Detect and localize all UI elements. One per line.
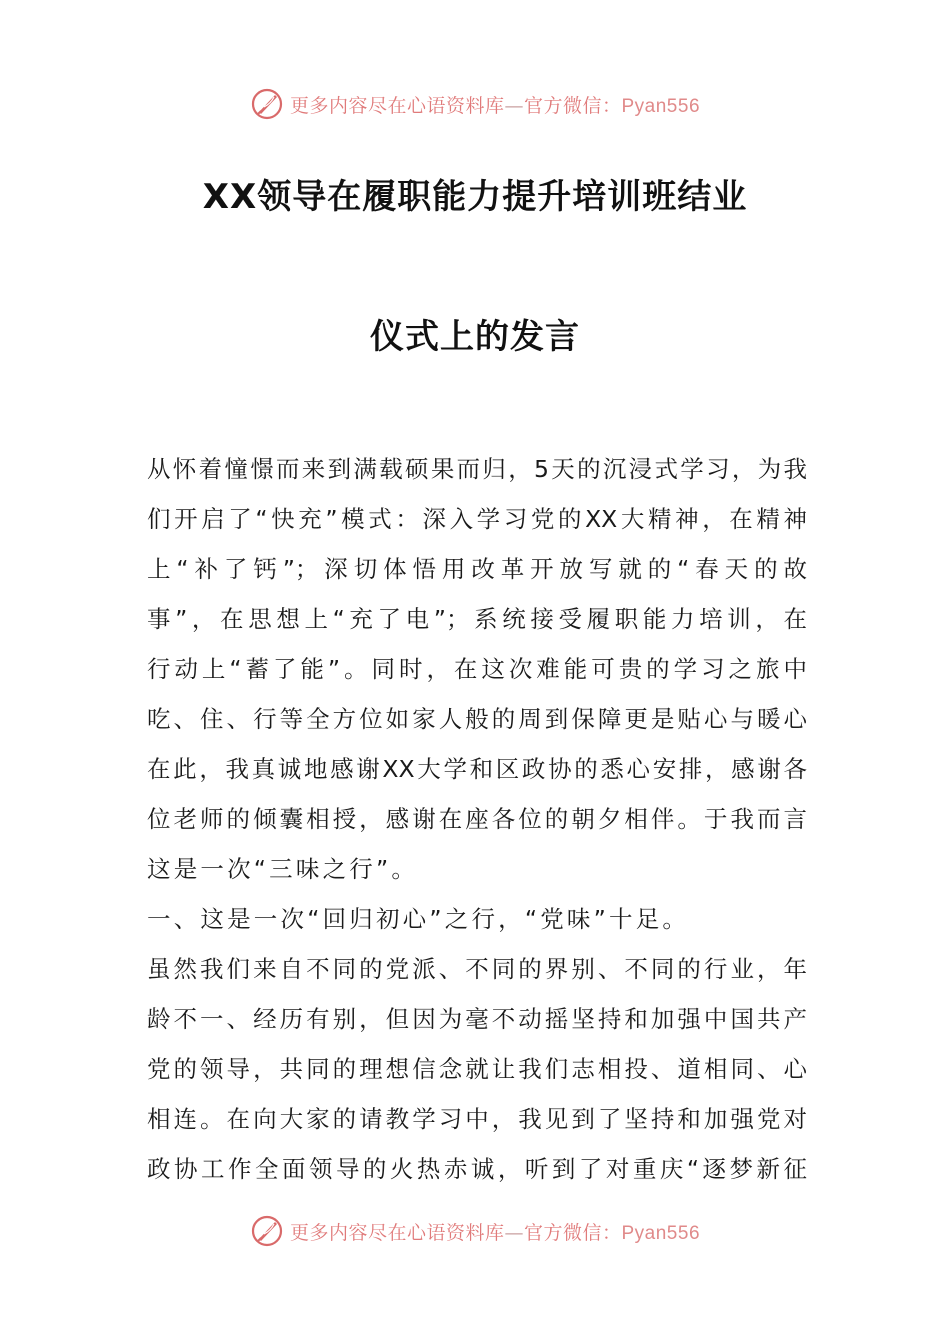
body-line: 位老师的倾囊相授，感谢在座各位的朝夕相伴。于我而言 xyxy=(147,805,807,833)
body-line: 虽然我们来自不同的党派、不同的界别、不同的行业，年 xyxy=(147,955,807,983)
quill-logo-icon xyxy=(250,1214,284,1248)
watermark-wechat-label: 官方微信： xyxy=(523,1221,622,1244)
body-line: 事”，在思想上“充了电”；系统接受履职能力培训，在 xyxy=(147,605,807,633)
body-line: 党的领导，共同的理想信念就让我们志相投、道相同、心 xyxy=(147,1055,807,1083)
body-line: 吃、住、行等全方位如家人般的周到保障更是贴心与暖心 xyxy=(147,705,807,733)
quill-logo-icon xyxy=(250,87,284,121)
watermark-banner-bottom xyxy=(0,1211,950,1251)
document-body xyxy=(147,444,807,1194)
body-line: 们开启了“快充”模式：深入学习党的XX大精神，在精神 xyxy=(147,505,807,533)
body-line: 相连。在向大家的请教学习中，我见到了坚持和加强党对 xyxy=(147,1105,807,1133)
body-line: 龄不一、经历有别，但因为毫不动摇坚持和加强中国共产 xyxy=(147,1005,807,1033)
body-line: 这是一次“三味之行”。 xyxy=(147,855,419,883)
section-heading: 一、这是一次“回归初心”之行，“党味”十足。 xyxy=(147,905,690,933)
watermark-banner-top xyxy=(0,84,950,124)
watermark-site: 更多内容尽在心语资料库 xyxy=(289,94,505,117)
watermark-text xyxy=(290,1218,700,1245)
page-title-line-2: 仪式上的发言 xyxy=(370,317,580,357)
watermark-dash: — xyxy=(504,94,524,117)
watermark-site: 更多内容尽在心语资料库 xyxy=(289,1221,505,1244)
body-line: 行动上“蓄了能”。同时，在这次难能可贵的学习之旅中 xyxy=(147,655,807,683)
watermark-wechat-label: 官方微信： xyxy=(523,94,622,117)
body-line: 政协工作全面领导的火热赤诚，听到了对重庆“逐梦新征 xyxy=(147,1155,807,1183)
watermark-text xyxy=(290,91,700,118)
body-line: 上“补了钙”；深切体悟用改革开放写就的“春天的故 xyxy=(147,555,807,583)
body-line: 在此，我真诚地感谢XX大学和区政协的悉心安排，感谢各 xyxy=(147,755,807,783)
body-line: 从怀着憧憬而来到满载硕果而归，5天的沉浸式学习，为我 xyxy=(147,455,807,483)
watermark-wechat-id: Pyan556 xyxy=(621,1222,701,1244)
watermark-dash: — xyxy=(504,1221,524,1244)
page-title-line-1: XX领导在履职能力提升培训班结业 xyxy=(202,177,748,217)
watermark-wechat-id: Pyan556 xyxy=(621,95,701,117)
